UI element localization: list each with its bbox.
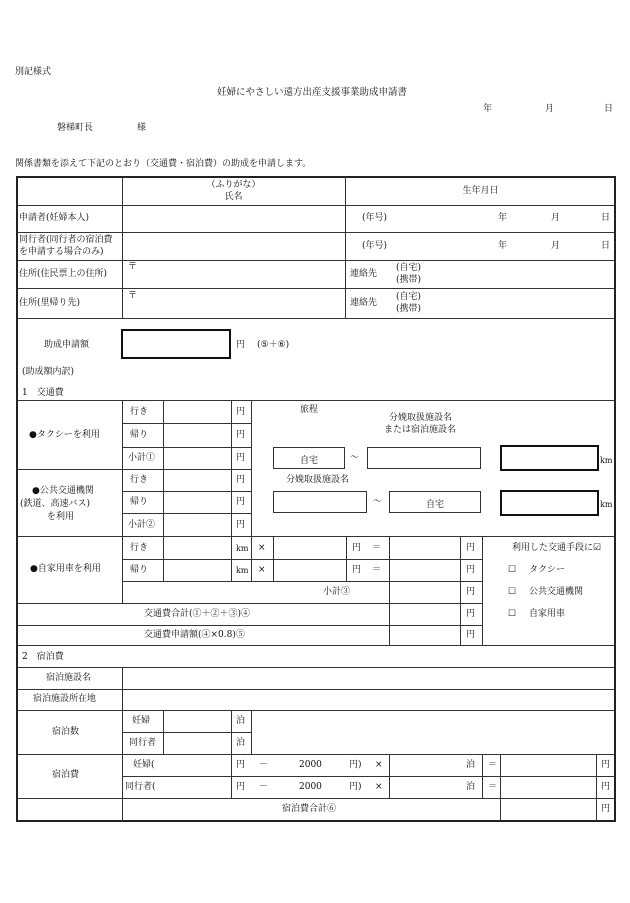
- transport-section-title: 1 交通費: [22, 388, 64, 398]
- lodging-facility-field[interactable]: [123, 668, 615, 689]
- contact2-home: (自宅): [396, 292, 422, 302]
- transport-total-label: 交通費合計(①＋②＋③)④: [144, 609, 251, 619]
- taxi-distance-field[interactable]: [500, 445, 599, 471]
- taxi-go-yen: 円: [236, 407, 246, 417]
- grant-unit: 円: [236, 340, 246, 350]
- lodging-cost-label: 宿泊費: [52, 770, 80, 780]
- cost-pregnant-yen-close: 円): [349, 760, 362, 770]
- public-route-tilde: ～: [373, 497, 383, 507]
- car-return-label: 帰り: [130, 565, 149, 575]
- transport-claim-yen: 円: [466, 630, 476, 640]
- cost-companion-yen-close: 円): [349, 782, 362, 792]
- cost-pregnant-total-yen: 円: [601, 760, 611, 770]
- public-subtotal-label: 小計②: [128, 520, 156, 530]
- nights-pregnant-unit: 泊: [236, 716, 246, 726]
- public-return-yen: 円: [236, 497, 246, 507]
- public-subtotal-yen: 円: [236, 520, 246, 530]
- cost-companion-minus: －: [259, 782, 269, 792]
- honorific: 様: [137, 123, 147, 133]
- companion-name-field[interactable]: [123, 233, 345, 260]
- postal-mark: 〒: [128, 262, 138, 272]
- car-return-equals: ＝: [372, 565, 382, 575]
- public-return-label: 帰り: [130, 497, 149, 507]
- lodging-total-label: 宿泊費合計⑥: [282, 804, 337, 814]
- grant-formula: (⑤＋⑥): [257, 340, 290, 350]
- public-distance-field[interactable]: [500, 490, 599, 516]
- option-car-label: 自家用車: [529, 609, 566, 619]
- postal-mark-2: 〒: [128, 291, 138, 301]
- applicant-day: 日: [601, 213, 611, 223]
- date-month: 月: [545, 104, 555, 114]
- breakdown-label: (助成額内訳): [22, 367, 75, 377]
- facility-label-line1: 分娩取扱施設名: [389, 413, 453, 423]
- car-go-label: 行き: [130, 543, 149, 553]
- lodging-facility-label: 宿泊施設名: [46, 673, 92, 683]
- cost-companion-deduct: 2000: [299, 782, 322, 792]
- cost-companion-yen: 円: [236, 782, 246, 792]
- public-destination-home: 自宅: [389, 491, 481, 513]
- public-go-label: 行き: [130, 475, 149, 485]
- public-label-line1: ●公共交通機関: [32, 486, 94, 496]
- taxi-km-unit: km: [600, 456, 613, 465]
- addressee: 磐梯町長: [57, 123, 94, 133]
- taxi-facility-field[interactable]: [367, 447, 481, 469]
- transport-total-yen: 円: [466, 609, 476, 619]
- car-go-times: ×: [258, 543, 266, 553]
- form-label: 別記様式: [15, 67, 52, 77]
- taxi-go-label: 行き: [130, 407, 149, 417]
- contact-label: 連絡先: [350, 269, 378, 279]
- public-label-line3: を利用: [47, 512, 75, 522]
- checkbox-car[interactable]: ☐: [508, 609, 517, 619]
- lodging-section-title: 2 宿泊費: [22, 652, 64, 662]
- intro-text: 関係書類を添えて下記のとおり（交通費・宿泊費）の助成を申請します。: [15, 159, 312, 169]
- car-go-equals: ＝: [372, 543, 382, 553]
- contact2-label: 連絡先: [350, 298, 378, 308]
- taxi-return-yen: 円: [236, 430, 246, 440]
- date-day: 日: [604, 104, 614, 114]
- companion-day: 日: [601, 241, 611, 251]
- car-label: ●自家用車を利用: [30, 564, 101, 574]
- name-label: 氏名: [224, 192, 243, 202]
- nights-label: 宿泊数: [52, 727, 80, 737]
- applicant-label: 申請者(妊婦本人): [19, 213, 90, 223]
- public-km-unit: km: [600, 500, 613, 509]
- lodging-address-field[interactable]: [123, 690, 615, 710]
- form-title: 妊婦にやさしい遠方出産支援事業助成申請書: [217, 87, 408, 98]
- car-return-times: ×: [258, 565, 266, 575]
- lodging-address-label: 宿泊施設所在地: [33, 694, 97, 704]
- cost-companion-nights: 泊: [466, 782, 476, 792]
- cost-pregnant-minus: －: [259, 760, 269, 770]
- car-subtotal-label: 小計③: [323, 587, 351, 597]
- cost-pregnant-label: 妊婦(: [133, 760, 155, 770]
- car-go-yen: 円: [352, 543, 362, 553]
- cost-companion-equals: ＝: [488, 782, 498, 792]
- car-return-total-yen: 円: [466, 565, 476, 575]
- public-label-line2: (鉄道、高速バス): [20, 499, 91, 509]
- taxi-return-label: 帰り: [130, 430, 149, 440]
- cost-companion-times: ×: [375, 782, 383, 792]
- applicant-month: 月: [551, 213, 561, 223]
- address2-label: 住所(里帰り先): [19, 298, 81, 308]
- transport-means-label: 利用した交通手段に☑: [512, 543, 602, 553]
- date-year: 年: [483, 104, 493, 114]
- checkbox-public[interactable]: ☐: [508, 587, 517, 597]
- birthdate-label: 生年月日: [462, 186, 499, 196]
- nights-pregnant-label: 妊婦: [132, 716, 151, 726]
- cost-companion-total-yen: 円: [601, 782, 611, 792]
- contact-home: (自宅): [396, 263, 422, 273]
- applicant-name-field[interactable]: [123, 206, 345, 232]
- contact2-mobile: (携帯): [396, 304, 422, 314]
- car-subtotal-yen: 円: [466, 587, 476, 597]
- applicant-year: 年: [498, 213, 508, 223]
- address2-field[interactable]: [123, 289, 345, 318]
- car-go-km: km: [236, 544, 249, 553]
- companion-month: 月: [551, 241, 561, 251]
- taxi-origin-home: 自宅: [273, 447, 345, 469]
- cost-pregnant-times: ×: [375, 760, 383, 770]
- companion-label-line1: 同行者(同行者の宿泊費: [19, 235, 113, 245]
- nights-companion-label: 同行者: [129, 738, 157, 748]
- car-return-yen: 円: [352, 565, 362, 575]
- lodging-total-yen: 円: [601, 804, 611, 814]
- cost-pregnant-equals: ＝: [488, 760, 498, 770]
- address-label: 住所(住民票上の住所): [19, 269, 108, 279]
- checkbox-taxi[interactable]: ☐: [508, 565, 517, 575]
- taxi-subtotal-yen: 円: [236, 453, 246, 463]
- cost-companion-label: 同行者(: [125, 782, 156, 792]
- contact-mobile: (携帯): [396, 275, 422, 285]
- grant-amount-field[interactable]: [121, 329, 231, 359]
- name-furigana-label: （ふりがな）: [206, 180, 261, 190]
- public-facility-label: 分娩取扱施設名: [286, 475, 350, 485]
- option-public-label: 公共交通機関: [529, 587, 584, 597]
- nights-companion-unit: 泊: [236, 738, 246, 748]
- address-field[interactable]: [123, 261, 345, 288]
- cost-pregnant-yen: 円: [236, 760, 246, 770]
- companion-era: (年号): [362, 241, 388, 251]
- public-go-yen: 円: [236, 475, 246, 485]
- applicant-era: (年号): [362, 213, 388, 223]
- car-return-km: km: [236, 566, 249, 575]
- companion-label-line2: を申請する場合のみ): [19, 247, 104, 257]
- taxi-label: ●タクシーを利用: [29, 430, 100, 440]
- itinerary-label: 旅程: [300, 405, 319, 415]
- cost-pregnant-deduct: 2000: [299, 760, 322, 770]
- facility-label-line2: または宿泊施設名: [384, 425, 457, 435]
- taxi-route-tilde: ～: [350, 453, 360, 463]
- option-taxi-label: タクシー: [529, 565, 566, 575]
- transport-claim-label: 交通費申請額(④×0.8)⑤: [144, 630, 245, 640]
- grant-label: 助成申請額: [44, 340, 90, 350]
- taxi-subtotal-label: 小計①: [128, 453, 156, 463]
- car-go-total-yen: 円: [466, 543, 476, 553]
- cost-pregnant-nights: 泊: [466, 760, 476, 770]
- companion-year: 年: [498, 241, 508, 251]
- public-facility-field[interactable]: [273, 491, 367, 513]
